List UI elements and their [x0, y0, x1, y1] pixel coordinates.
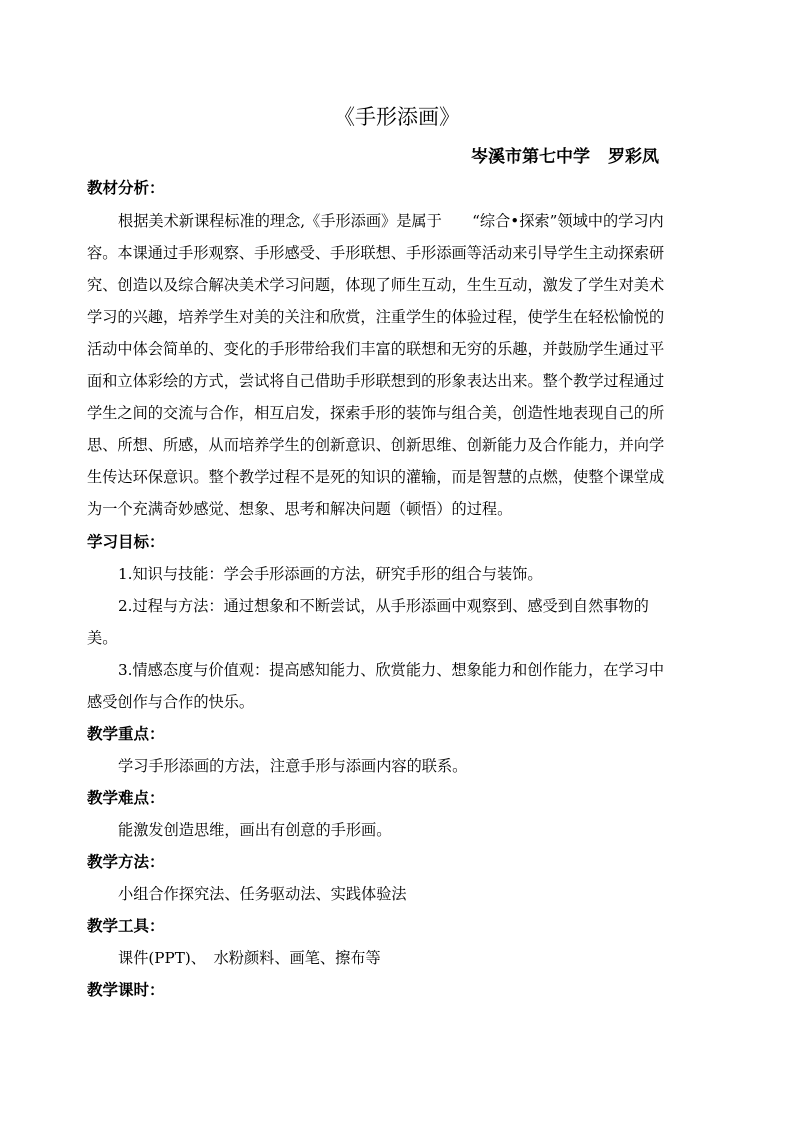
analysis-line: 学习的兴趣，培养学生对美的关注和欣赏，注重学生的体验过程，使学生在轻松愉悦的: [87, 308, 665, 326]
analysis-line: 根据美术新课程标准的理念,《手形添画》是属于 “综合•探索”领域中的学习内: [118, 212, 664, 230]
tools-line: 课件(PPT)、 水粉颜料、画笔、擦布等: [118, 949, 381, 967]
analysis-line: 活动中体会简单的、变化的手形带给我们丰富的联想和无穷的乐趣，并鼓励学生通过平: [87, 340, 665, 358]
author-name: 罗彩凤: [608, 147, 659, 167]
analysis-line: 生传达环保意识。整个教学过程不是死的知识的灌输，而是智慧的点燃，使整个课堂成: [87, 468, 665, 486]
section-heading-goals: 学习目标：: [87, 532, 165, 551]
key-point-line: 学习手形添画的方法，注意手形与添画内容的联系。: [118, 757, 468, 775]
difficulty-line: 能激发创造思维，画出有创意的手形画。: [118, 821, 392, 839]
section-heading-analysis: 教材分析：: [87, 178, 165, 197]
analysis-line: 思、所想、所感，从而培养学生的创新意识、创新思维、创新能力及合作能力，并向学: [87, 436, 665, 454]
section-heading-key-point: 教学重点：: [87, 724, 165, 743]
section-heading-hours: 教学课时：: [87, 980, 165, 999]
goals-line: 美。: [87, 629, 118, 647]
analysis-line: 为一个充满奇妙感觉、想象、思考和解决问题（顿悟）的过程。: [87, 500, 513, 518]
analysis-line: 容。本课通过手形观察、手形感受、手形联想、手形添画等活动来引导学生主动探索研: [87, 244, 665, 262]
document-title: 《手形添画》: [334, 105, 460, 129]
section-heading-method: 教学方法：: [87, 852, 165, 871]
goals-line: 2.过程与方法：通过想象和不断尝试，从手形添画中观察到、感受到自然事物的: [118, 597, 649, 615]
method-line: 小组合作探究法、任务驱动法、实践体验法: [118, 885, 407, 903]
analysis-line: 究、创造以及综合解决美术学习问题，体现了师生互动，生生互动，激发了学生对美术: [87, 276, 665, 294]
analysis-line: 面和立体彩绘的方式，尝试将自己借助手形联想到的形象表达出来。整个教学过程通过: [87, 372, 665, 390]
analysis-line: 学生之间的交流与合作，相互启发，探索手形的装饰与组合美，创造性地表现自己的所: [87, 404, 665, 422]
section-heading-difficulty: 教学难点：: [87, 788, 165, 807]
section-heading-tools: 教学工具：: [87, 916, 165, 935]
goals-line: 3.情感态度与价值观：提高感知能力、欣赏能力、想象能力和创作能力，在学习中: [118, 661, 665, 679]
goals-line: 1.知识与技能：学会手形添画的方法，研究手形的组合与装饰。: [118, 565, 543, 583]
author-school: 岑溪市第七中学: [471, 147, 590, 167]
author-line: [471, 146, 659, 168]
goals-line: 感受创作与合作的快乐。: [87, 693, 255, 711]
